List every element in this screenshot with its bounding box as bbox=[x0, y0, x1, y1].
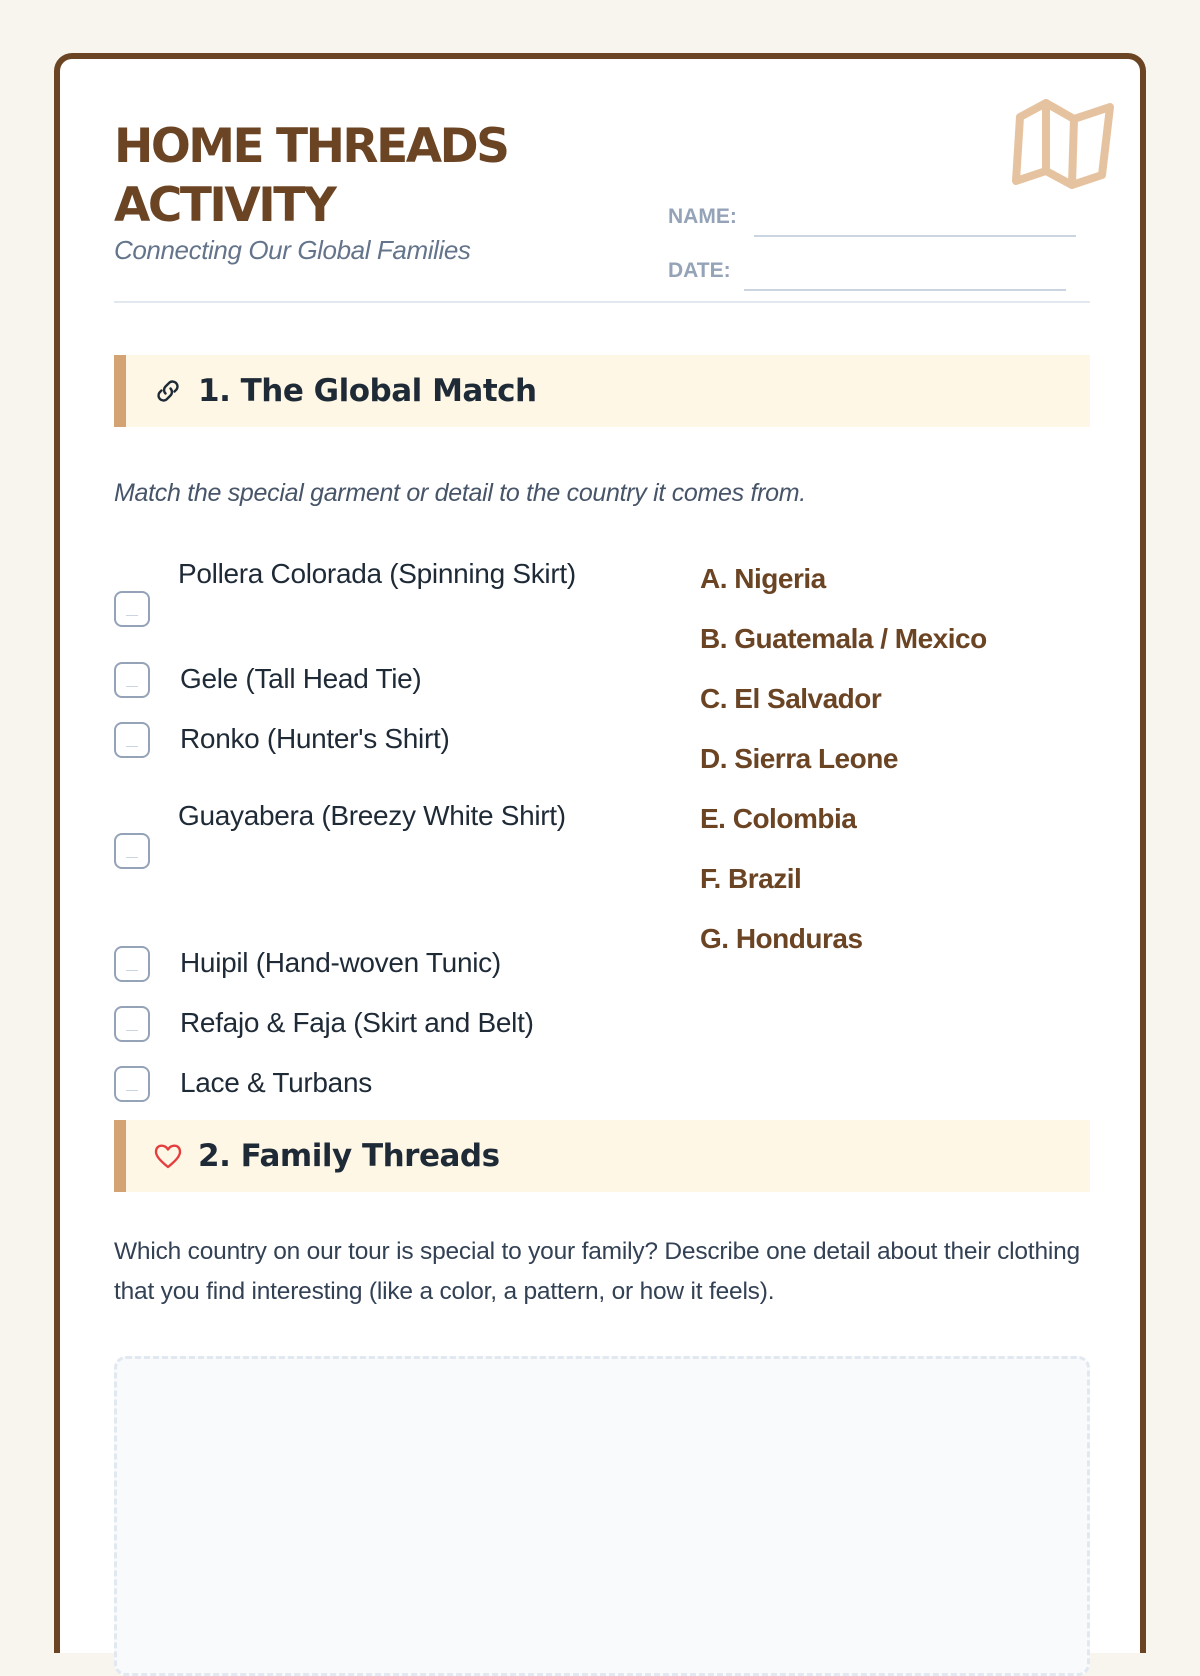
match-item bbox=[114, 716, 594, 762]
answer-checkbox[interactable] bbox=[114, 1006, 150, 1042]
answer-checkbox[interactable] bbox=[114, 662, 150, 698]
garment-label: Ronko (Hunter's Shirt) bbox=[180, 723, 450, 754]
page-title: HOME THREADS ACTIVITY bbox=[114, 119, 508, 233]
country-option: B. Guatemala / Mexico bbox=[700, 623, 987, 654]
answer-checkbox[interactable] bbox=[114, 946, 150, 982]
heart-icon bbox=[152, 1140, 184, 1172]
link-icon bbox=[152, 375, 184, 407]
garment-label: Pollera Colorada (Spinning Skirt) bbox=[178, 558, 576, 589]
family-prompt: Which country on our tour is special to your family? Describe one detail about their clothing that you find interesting (like a color, a pattern, or how it feels). bbox=[114, 1238, 1080, 1305]
answer-checkbox[interactable] bbox=[114, 1066, 150, 1102]
garment-label: Guayabera (Breezy White Shirt) bbox=[178, 800, 566, 831]
country-option: C. El Salvador bbox=[700, 683, 882, 714]
name-input-line[interactable] bbox=[754, 235, 1076, 237]
country-option: E. Colombia bbox=[700, 803, 857, 834]
date-input-line[interactable] bbox=[744, 289, 1066, 291]
section-header-family-threads bbox=[114, 1120, 1090, 1192]
match-item bbox=[114, 551, 594, 647]
garment-label: Lace & Turbans bbox=[180, 1067, 372, 1098]
section-title: 2. Family Threads bbox=[198, 1138, 500, 1174]
section-title: 1. The Global Match bbox=[198, 373, 537, 409]
garment-label: Refajo & Faja (Skirt and Belt) bbox=[180, 1007, 534, 1038]
answer-checkbox[interactable] bbox=[114, 833, 150, 869]
match-item bbox=[114, 656, 594, 702]
section-header-global-match bbox=[114, 355, 1090, 427]
country-option: D. Sierra Leone bbox=[700, 743, 898, 774]
answer-checkbox[interactable] bbox=[114, 591, 150, 627]
match-item bbox=[114, 1003, 594, 1049]
worksheet-header bbox=[114, 117, 1090, 303]
name-label: NAME: bbox=[668, 205, 737, 228]
date-label: DATE: bbox=[668, 259, 731, 282]
match-item bbox=[114, 1063, 594, 1109]
worksheet bbox=[54, 53, 1146, 1653]
match-instructions: Match the special garment or detail to the country it comes from. bbox=[114, 479, 806, 507]
answer-writing-area[interactable] bbox=[114, 1356, 1090, 1676]
page-subtitle: Connecting Our Global Families bbox=[114, 235, 471, 265]
country-option: F. Brazil bbox=[700, 863, 802, 894]
country-option: A. Nigeria bbox=[700, 563, 826, 594]
answer-checkbox[interactable] bbox=[114, 722, 150, 758]
match-item bbox=[114, 800, 594, 934]
garment-label: Gele (Tall Head Tie) bbox=[180, 663, 422, 694]
match-item bbox=[114, 943, 594, 989]
country-option: G. Honduras bbox=[700, 923, 863, 954]
garment-label: Huipil (Hand-woven Tunic) bbox=[180, 947, 501, 978]
